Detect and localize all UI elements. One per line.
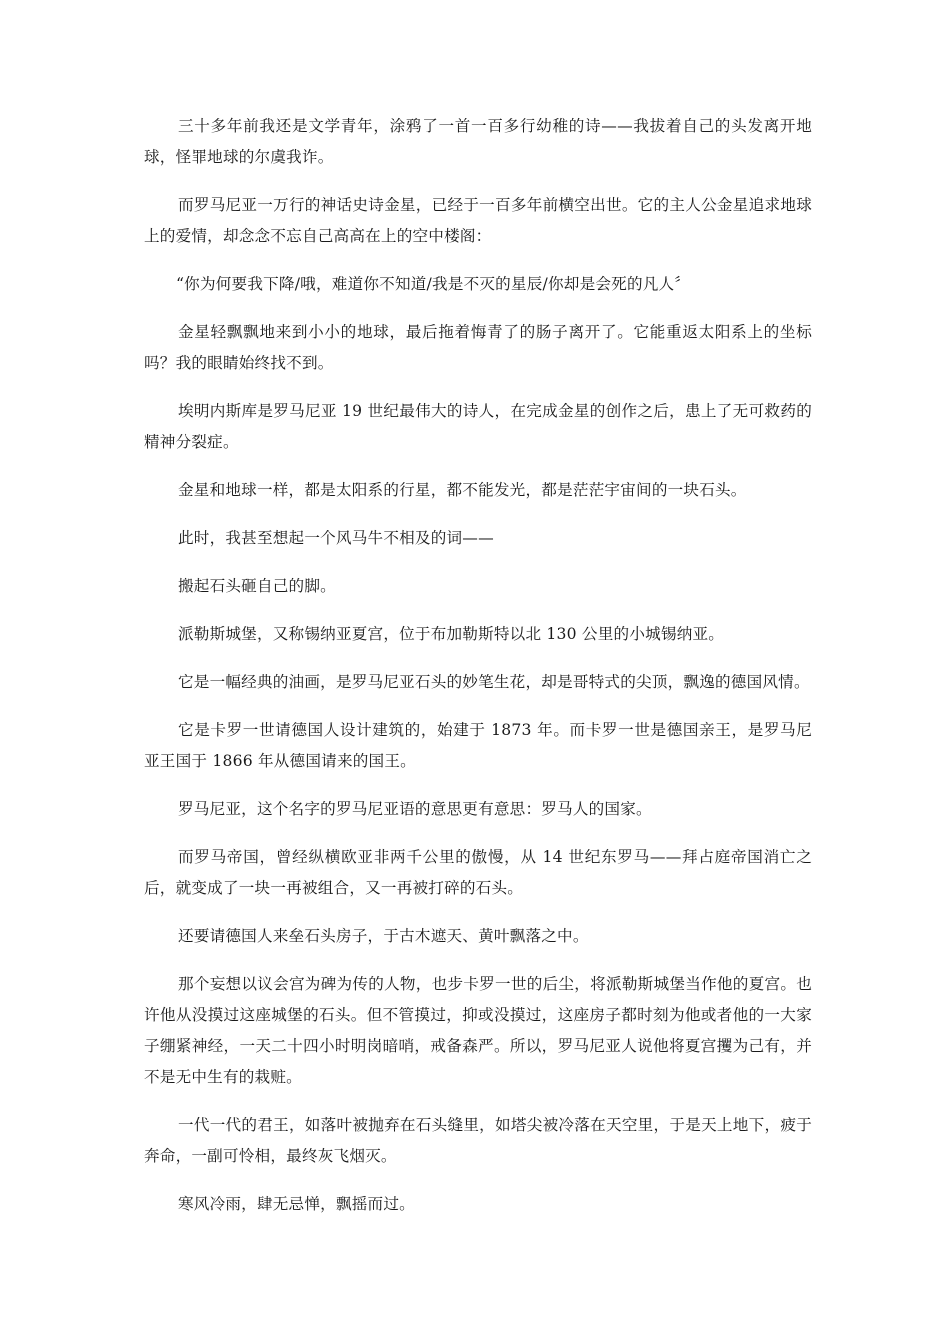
paragraph-2: 而罗马尼亚一万行的神话史诗金星，已经于一百多年前横空出世。它的主人公金星追求地球上的爱情，却念念不忘自己高高在上的空中楼阁： — [144, 196, 812, 245]
paragraph-13: 而罗马帝国，曾经纵横欧亚非两千公里的傲慢，从 14 世纪东罗马——拜占庭帝国消亡之后，就变成了一块一再被组合，又一再被打碎的石头。 — [144, 848, 812, 897]
paragraph-14: 还要请德国人来垒石头房子，于古木遮天、黄叶飘落之中。 — [178, 927, 589, 945]
paragraph-7: 此时，我甚至想起一个风马牛不相及的词—— — [178, 529, 494, 547]
paragraph-5: 埃明内斯库是罗马尼亚 19 世纪最伟大的诗人，在完成金星的创作之后，患上了无可救药的精神分裂症。 — [144, 402, 812, 451]
paragraph-10: 它是一幅经典的油画，是罗马尼亚石头的妙笔生花，却是哥特式的尖顶，飘逸的德国风情。 — [178, 673, 810, 691]
paragraph-9: 派勒斯城堡，又称锡纳亚夏宫，位于布加勒斯特以北 130 公里的小城锡纳亚。 — [178, 625, 725, 643]
document-body — [144, 111, 812, 1237]
paragraph-1: 三十多年前我还是文学青年，涂鸦了一首一百多行幼稚的诗——我拔着自己的头发离开地球，怪罪地球的尔虞我诈。 — [144, 117, 812, 166]
paragraph-8: 搬起石头砸自己的脚。 — [178, 577, 336, 595]
paragraph-6: 金星和地球一样，都是太阳系的行星，都不能发光，都是茫茫宇宙间的一块石头。 — [178, 481, 747, 499]
paragraph-16: 一代一代的君王，如落叶被抛弃在石头缝里，如塔尖被冷落在天空里，于是天上地下，疲于奔命，一副可怜相，最终灰飞烟灭。 — [144, 1116, 812, 1165]
paragraph-17: 寒风冷雨，肆无忌惮，飘摇而过。 — [178, 1195, 415, 1213]
paragraph-12: 罗马尼亚，这个名字的罗马尼亚语的意思更有意思：罗马人的国家。 — [178, 800, 652, 818]
poem-quote: “你为何要我下降/哦，难道你不知道/我是不灭的星辰/你却是会死的凡人〞 — [176, 275, 691, 293]
paragraph-15: 那个妄想以议会宫为碑为传的人物，也步卡罗一世的后尘，将派勒斯城堡当作他的夏宫。也许他从没摸过这座城堡的石头。但不管摸过，抑或没摸过，这座房子都时刻为他或者他的一大家子绷紧神经，一天二十四小时明岗暗哨，戒备森严。所以，罗马尼亚人说他将夏宫攫为己有，并不是无中生有的栽赃。 — [144, 975, 812, 1086]
paragraph-4: 金星轻飘飘地来到小小的地球，最后拖着悔青了的肠子离开了。它能重返太阳系上的坐标吗？我的眼睛始终找不到。 — [144, 323, 812, 372]
paragraph-11: 它是卡罗一世请德国人设计建筑的，始建于 1873 年。而卡罗一世是德国亲王，是罗马尼亚王国于 1866 年从德国请来的国王。 — [144, 721, 812, 770]
